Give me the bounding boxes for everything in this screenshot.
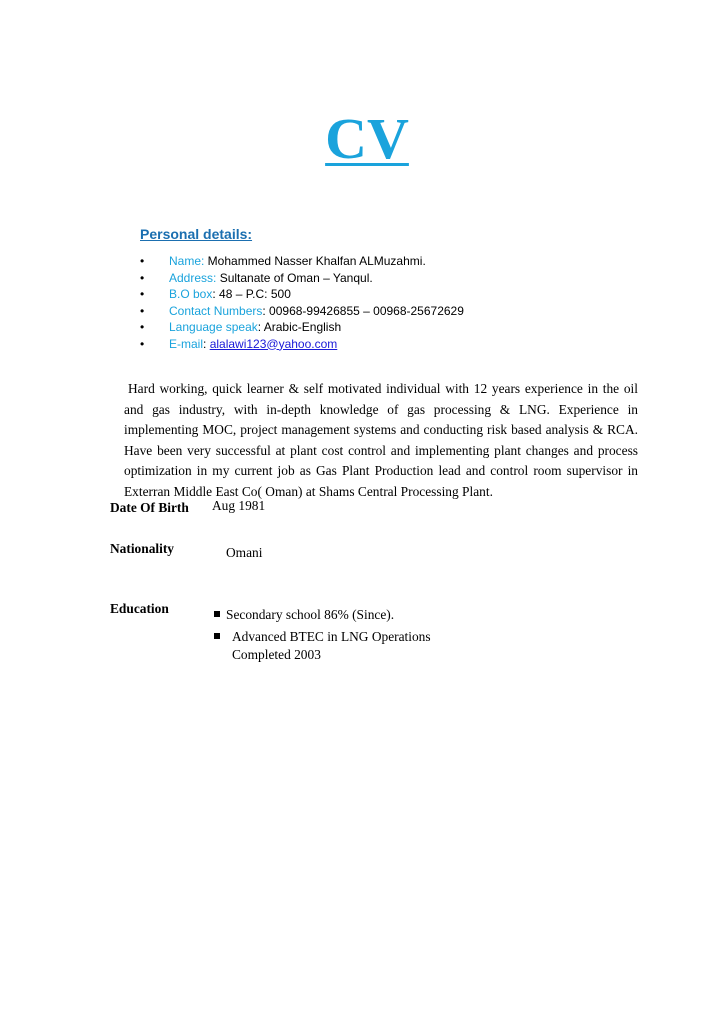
list-item-contact — [140, 303, 464, 320]
email-separator: : — [203, 336, 210, 351]
box-value: : 48 – P.C: 500 — [212, 287, 291, 301]
square-bullet-icon — [214, 633, 220, 639]
email-key: E-mail — [169, 336, 204, 351]
personal-details-heading: Personal details: — [140, 226, 253, 242]
language-value: : Arabic-English — [257, 320, 342, 334]
address-key: Address: — [169, 270, 217, 285]
nationality-label: Nationality — [110, 541, 174, 556]
name-key: Name: — [169, 254, 205, 268]
dob-label: Date Of Birth — [110, 500, 189, 515]
education-label: Education — [110, 601, 169, 616]
box-key: B.O box — [169, 287, 213, 301]
summary-paragraph: Hard working, quick learner & self motivated individual with 12 years experience in the oil and gas industry, with in-depth knowledge of gas processing & LNG. Experience in implementing MOC, project management systems and conducting risk based analysis & RCA. Have been very successful at plant cost control and implementing plant changes and process optimization in my current job as Gas Plant Production lead and control room supervisor in Exterran Middle East Co( Oman) at Shams Central Processing Plant. — [124, 381, 638, 499]
list-item-email — [140, 336, 464, 353]
nationality-value: Omani — [226, 545, 263, 560]
education-item-2: Advanced BTEC in LNG Operations Completed 2003 — [232, 629, 431, 662]
education-list — [212, 606, 431, 668]
contact-value: : 00968-99426855 – 00968-25672629 — [262, 303, 464, 318]
list-item-name — [140, 253, 464, 270]
personal-details-list — [140, 253, 464, 352]
email-link[interactable]: alalawi123@yahoo.com — [209, 336, 338, 351]
name-value: Mohammed Nasser Khalfan ALMuzahmi. — [204, 254, 426, 268]
bullet-icon: • — [140, 270, 145, 285]
education-item-1: Secondary school 86% (Since). — [226, 607, 395, 622]
bullet-icon: • — [140, 336, 145, 351]
cv-title — [0, 108, 728, 170]
address-value: Sultanate of Oman – Yanqul. — [216, 270, 373, 285]
cv-title-text: CV — [325, 106, 409, 171]
list-item — [212, 628, 431, 664]
contact-key: Contact Numbers — [169, 303, 263, 318]
bullet-icon: • — [140, 320, 145, 334]
bullet-icon: • — [140, 287, 145, 301]
language-key: Language speak — [169, 320, 258, 334]
bullet-icon: • — [140, 303, 145, 318]
list-item-box — [140, 286, 464, 303]
list-item-language — [140, 319, 464, 336]
square-bullet-icon — [214, 611, 220, 617]
list-item — [212, 606, 431, 624]
dob-value: Aug 1981 — [212, 498, 266, 513]
bullet-icon: • — [140, 254, 145, 268]
list-item-address — [140, 270, 464, 287]
